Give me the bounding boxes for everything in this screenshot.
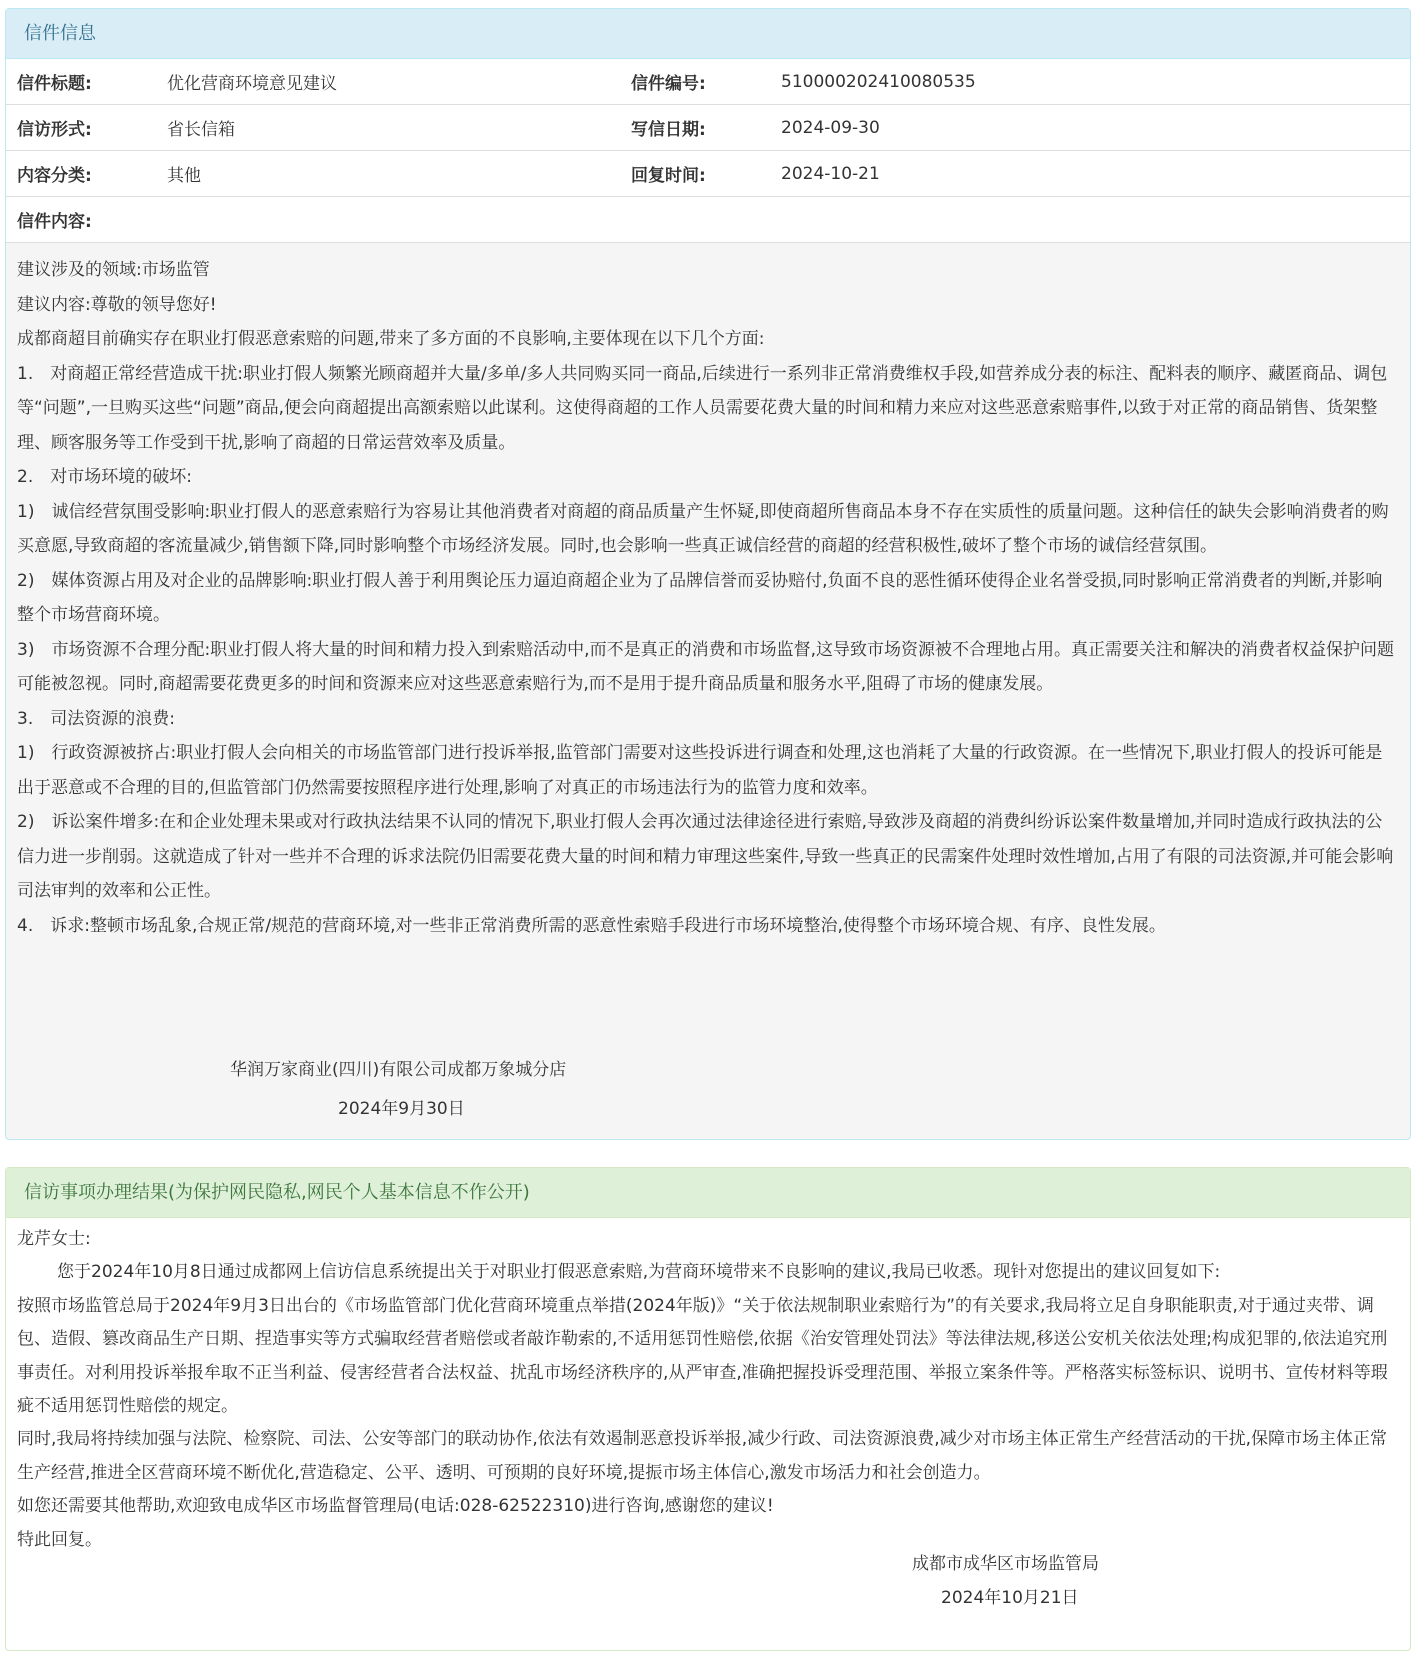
- content-paragraph: 3. 司法资源的浪费:: [17, 708, 175, 729]
- table-row: [6, 151, 1410, 197]
- content-paragraph: 建议涉及的领域:市场监管: [17, 260, 210, 280]
- category-value: 其他: [156, 151, 620, 197]
- reply-content: [6, 1218, 1410, 1557]
- reply-signature-org: 成都市成华区市场监管局: [912, 1554, 1099, 1574]
- letter-info-table: [6, 59, 1410, 243]
- content-paragraph: 3) 市场资源不合理分配:职业打假人将大量的时间和精力投入到索赔活动中,而不是真正的消费和市场监督,这导致市场资源被不合理地占用。真正需要关注和解决的消费者权益保护问题可能被忽视。同时,商超需要花费更多的时间和资源来应对这些恶意索赔行为,而不是用于提升商品质量和服务水平,阻碍了市场的健康发展。: [17, 639, 1394, 694]
- content-label: 信件内容:: [6, 197, 1410, 243]
- reply-paragraph: 同时,我局将持续加强与法院、检察院、司法、公安等部门的联动协作,依法有效遏制恶意投诉举报,减少行政、司法资源浪费,减少对市场主体正常生产经营活动的干扰,保障市场主体正常生产经营,推进全区营商环境不断优化,营造稳定、公平、透明、可预期的良好环境,提振市场主体信心,激发市场活力和社会创造力。: [17, 1429, 1388, 1483]
- content-paragraph: 建议内容:尊敬的领导您好!: [17, 294, 217, 315]
- title-value: 优化营商环境意见建议: [156, 59, 620, 105]
- content-paragraph: 2. 对市场环境的破坏:: [17, 467, 192, 487]
- reply-salutation: 龙芹女士:: [17, 1229, 91, 1249]
- form-label: 信访形式:: [6, 105, 156, 151]
- date-label: 写信日期:: [620, 105, 770, 151]
- table-row: [6, 197, 1410, 243]
- letter-info-heading: 信件信息: [6, 9, 1410, 59]
- content-paragraph: 1) 诚信经营氛围受影响:职业打假人的恶意索赔行为容易让其他消费者对商超的商品质量产生怀疑,即使商超所售商品本身不存在实质性的质量问题。这种信任的缺失会影响消费者的购买意愿,导致商超的客流量减少,销售额下降,同时影响整个市场经济发展。同时,也会影响一些真正诚信经营的商超的经营积极性,破坏了整个市场的诚信经营氛围。: [17, 501, 1389, 556]
- category-label: 内容分类:: [6, 151, 156, 197]
- number-value: 510000202410080535: [770, 59, 1410, 105]
- content-paragraph: 成都商超目前确实存在职业打假恶意索赔的问题,带来了多方面的不良影响,主要体现在以下几个方面:: [17, 329, 765, 349]
- letter-info-panel: [5, 8, 1411, 1140]
- content-paragraph: 1. 对商超正常经营造成干扰:职业打假人频繁光顾商超并大量/多单/多人共同购买同一商品,后续进行一系列非正常消费维权手段,如营养成分表的标注、配料表的顺序、藏匿商品、调包等“问题”,一旦购买这些“问题”商品,便会向商超提出高额索赔以此谋利。这使得商超的工作人员需要花费大量的时间和精力来应对这些恶意索赔事件,以致于对正常的商品销售、货架整理、顾客服务等工作受到干扰,影响了商超的日常运营效率及质量。: [17, 363, 1388, 453]
- content-paragraph: 2) 媒体资源占用及对企业的品牌影响:职业打假人善于利用舆论压力逼迫商超企业为了品牌信誉而妥协赔付,负面不良的恶性循环使得企业名誉受损,同时影响正常消费者的判断,并影响整个市场营商环境。: [17, 570, 1383, 625]
- letter-signature-org: 华润万家商业(四川)有限公司成都万象城分店: [230, 1060, 567, 1080]
- reply-paragraph: 如您还需要其他帮助,欢迎致电成华区市场监督管理局(电话:028-62522310)进行咨询,感谢您的建议!: [17, 1496, 774, 1517]
- content-paragraph: 1) 行政资源被挤占:职业打假人会向相关的市场监管部门进行投诉举报,监管部门需要对这些投诉进行调查和处理,这也消耗了大量的行政资源。在一些情况下,职业打假人的投诉可能是出于恶意或不合理的目的,但监管部门仍然需要按照程序进行处理,影响了对真正的市场违法行为的监管力度和效率。: [17, 743, 1383, 798]
- reply-paragraph: 按照市场监管总局于2024年9月3日出台的《市场监管部门优化营商环境重点举措(2024年版)》“关于依法规制职业索赔行为”的有关要求,我局将立足自身职能职责,对于通过夹带、调包、造假、篡改商品生产日期、捏造事实等方式骗取经营者赔偿或者敲诈勒索的,不适用惩罚性赔偿,依据《治安管理处罚法》等法律法规,移送公安机关依法处理;构成犯罪的,依法追究刑事责任。对利用投诉举报牟取不正当利益、侵害经营者合法权益、扰乱市场经济秩序的,从严审查,准确把握投诉受理范围、举报立案条件等。严格落实标签标识、说明书、宣传材料等瑕疵不适用惩罚性赔偿的规定。: [17, 1295, 1388, 1417]
- reply-signature-date: 2024年10月21日: [941, 1588, 1079, 1608]
- date-value: 2024-09-30: [770, 105, 1410, 151]
- title-label: 信件标题:: [6, 59, 156, 105]
- content-paragraph: 4. 诉求:整顿市场乱象,合规正常/规范的营商环境,对一些非正常消费所需的恶意性索赔手段进行市场环境整治,使得整个市场环境合规、有序、良性发展。: [17, 915, 1166, 936]
- letter-signature-date: 2024年9月30日: [338, 1099, 465, 1119]
- reply-paragraph: 特此回复。: [17, 1529, 102, 1550]
- reply-time-label: 回复时间:: [620, 151, 770, 197]
- reply-time-value: 2024-10-21: [770, 151, 1410, 197]
- reply-intro: 您于2024年10月8日通过成都网上信访信息系统提出关于对职业打假恶意索赔,为营商环境带来不良影响的建议,我局已收悉。现针对您提出的建议回复如下:: [57, 1262, 1221, 1283]
- number-label: 信件编号:: [620, 59, 770, 105]
- content-paragraph: 2) 诉讼案件增多:在和企业处理未果或对行政执法结果不认同的情况下,职业打假人会再次通过法律途径进行索赔,导致涉及商超的消费纠纷诉讼案件数量增加,并同时造成行政执法的公信力进一步削弱。这就造成了针对一些并不合理的诉求法院仍旧需要花费大量的时间和精力审理这些案件,导致一些真正的民需案件处理时效性增加,占用了有限的司法资源,并可能会影响司法审判的效率和公正性。: [17, 812, 1394, 901]
- letter-content: [6, 243, 1410, 943]
- table-row: [6, 59, 1410, 105]
- result-heading: 信访事项办理结果(为保护网民隐私,网民个人基本信息不作公开): [6, 1168, 1410, 1218]
- form-value: 省长信箱: [156, 105, 620, 151]
- table-row: [6, 105, 1410, 151]
- result-panel: [5, 1167, 1411, 1651]
